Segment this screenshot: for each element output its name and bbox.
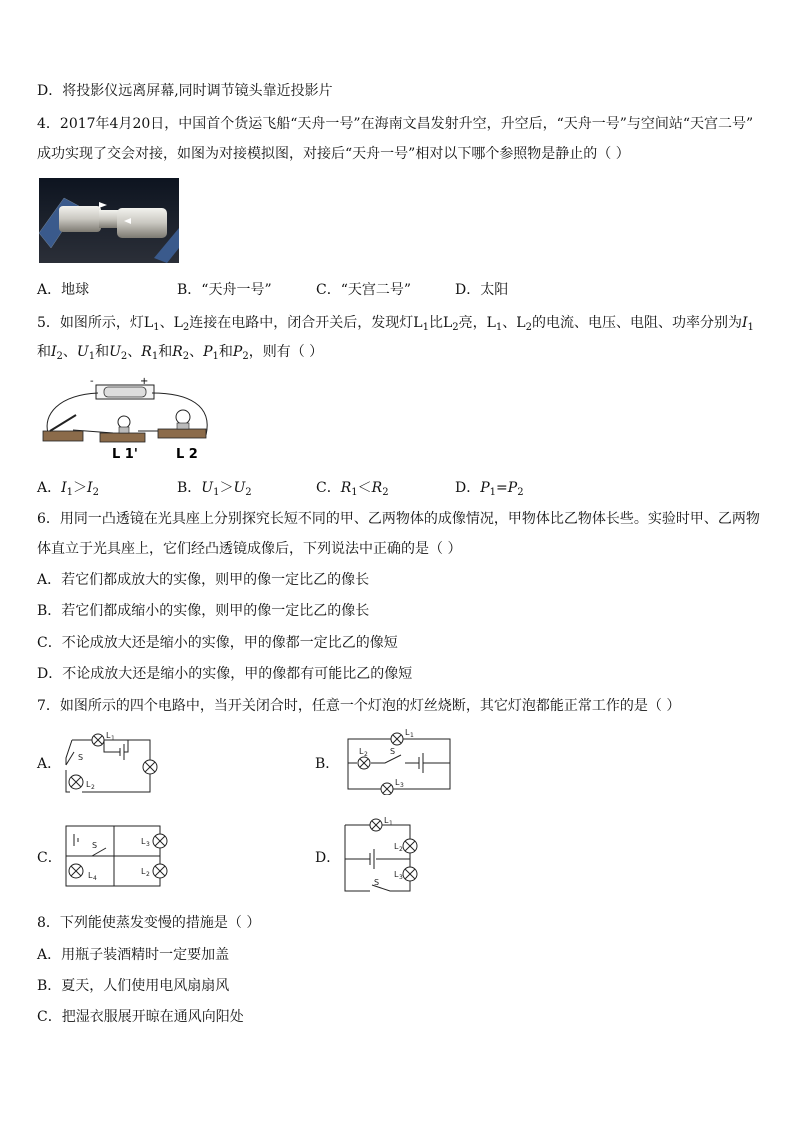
svg-text:1: 1 (111, 735, 115, 742)
q8-option-a: A．用瓶子装酒精时一定要加盖 (37, 947, 230, 963)
q5-circuit-photo (38, 375, 218, 465)
svg-text:3: 3 (399, 874, 403, 881)
q6-stem-line1: 6．用同一凸透镜在光具座上分别探究长短不同的甲、乙两物体的成像情况，甲物体比乙物体长些。实验时甲、乙两物 (37, 511, 760, 527)
q8-stem: 8．下列能使蒸发变慢的措施是（ ） (37, 915, 261, 931)
q4-stem-line2: 成功实现了交会对接，如图为对接模拟图，对接后“天舟一号”相对以下哪个参照物是静止的（ ） (37, 146, 630, 162)
svg-text:2: 2 (399, 846, 403, 853)
q7-option-d-label: D． (315, 850, 341, 866)
svg-text:L: L (141, 837, 146, 846)
q5-option-c: C．$R_1<R_2$ (316, 480, 389, 498)
svg-text:S: S (92, 841, 98, 850)
svg-text:L: L (359, 747, 364, 756)
svg-text:S: S (78, 753, 84, 762)
svg-text:L: L (86, 780, 91, 789)
q7-circuit-a (62, 730, 162, 800)
svg-text:L: L (405, 728, 410, 737)
q7-option-b-label: B． (315, 756, 340, 772)
q7-circuit-b (345, 725, 455, 795)
docking-image (39, 178, 179, 263)
q5-option-d: D．$P_1=P_2$ (455, 480, 524, 498)
q7-circuit-d (342, 815, 420, 895)
svg-text:L: L (395, 778, 400, 787)
q8-option-c: C．把湿衣服展开晾在通风向阳处 (37, 1009, 244, 1025)
q7-option-c-label: C． (37, 850, 62, 866)
q6-stem-line2: 体直立于光具座上，它们经凸透镜成像后，下列说法中正确的是（ ） (37, 541, 462, 557)
q7-circuit-c (62, 822, 174, 892)
svg-text:4: 4 (93, 875, 97, 882)
svg-text:2: 2 (91, 784, 95, 791)
svg-text:2: 2 (364, 751, 368, 758)
q5-stem-line2: 和$I_2$、$U_1$和$U_2$、$R_1$和$R_2$、$P_1$和$P_2$，则有（ ） (37, 344, 324, 362)
svg-text:L: L (394, 870, 399, 879)
q4-option-c: C．“天宫二号” (316, 282, 412, 298)
q6-option-c: C．不论成放大还是缩小的实像，甲的像都一定比乙的像短 (37, 635, 398, 651)
q6-option-d: D．不论成放大还是缩小的实像，甲的像都有可能比乙的像短 (37, 666, 413, 682)
q4-stem-line1: 4．2017年4月20日，中国首个货运飞船“天舟一号”在海南文昌发射升空，升空后，“天舟一号”与空间站“天宫二号” (37, 116, 754, 132)
fig-label-l2: L 2 (176, 447, 198, 462)
svg-text:L: L (394, 842, 399, 851)
q5-option-a: A．$I_1>I_2$ (37, 480, 99, 498)
svg-text:1: 1 (389, 820, 393, 827)
q8-option-b: B．夏天，人们使用电风扇扇风 (37, 978, 230, 994)
svg-text:+: + (140, 376, 149, 387)
q4-option-a: A．地球 (37, 282, 90, 298)
q7-option-a-label: A． (37, 756, 62, 772)
q5-option-b: B．$U_1>U_2$ (177, 480, 252, 498)
svg-text:L: L (88, 871, 93, 880)
q5-stem-line1: 5．如图所示，灯$L_1$、$L_2$连接在电路中，闭合开关后，发现灯$L_1$比$L_2$亮，$L_1$、$L_2$的电流、电压、电阻、功率分别为$I_1$ (37, 315, 754, 333)
q4-option-d: D．太阳 (455, 282, 509, 298)
q7-stem: 7．如图所示的四个电路中，当开关闭合时，任意一个灯泡的灯丝烧断，其它灯泡都能正常工作的是（ ） (37, 698, 681, 714)
svg-text:1: 1 (410, 732, 414, 739)
q6-option-b: B．若它们都成缩小的实像，则甲的像一定比乙的像长 (37, 603, 370, 619)
svg-text:S: S (390, 747, 396, 756)
svg-text:L: L (141, 867, 146, 876)
svg-text:L: L (384, 816, 389, 825)
q6-option-a: A．若它们都成放大的实像，则甲的像一定比乙的像长 (37, 572, 370, 588)
fig-label-l1: L 1' (112, 447, 138, 462)
svg-text:3: 3 (400, 782, 404, 789)
svg-text:3: 3 (146, 841, 150, 848)
q4-option-b: B．“天舟一号” (177, 282, 272, 298)
svg-text:2: 2 (146, 871, 150, 878)
svg-text:L: L (106, 731, 111, 740)
q3-option-d: D．将投影仪远离屏幕,同时调节镜头靠近投影片 (37, 83, 333, 99)
svg-text:-: - (90, 376, 94, 387)
svg-text:S: S (374, 878, 380, 887)
